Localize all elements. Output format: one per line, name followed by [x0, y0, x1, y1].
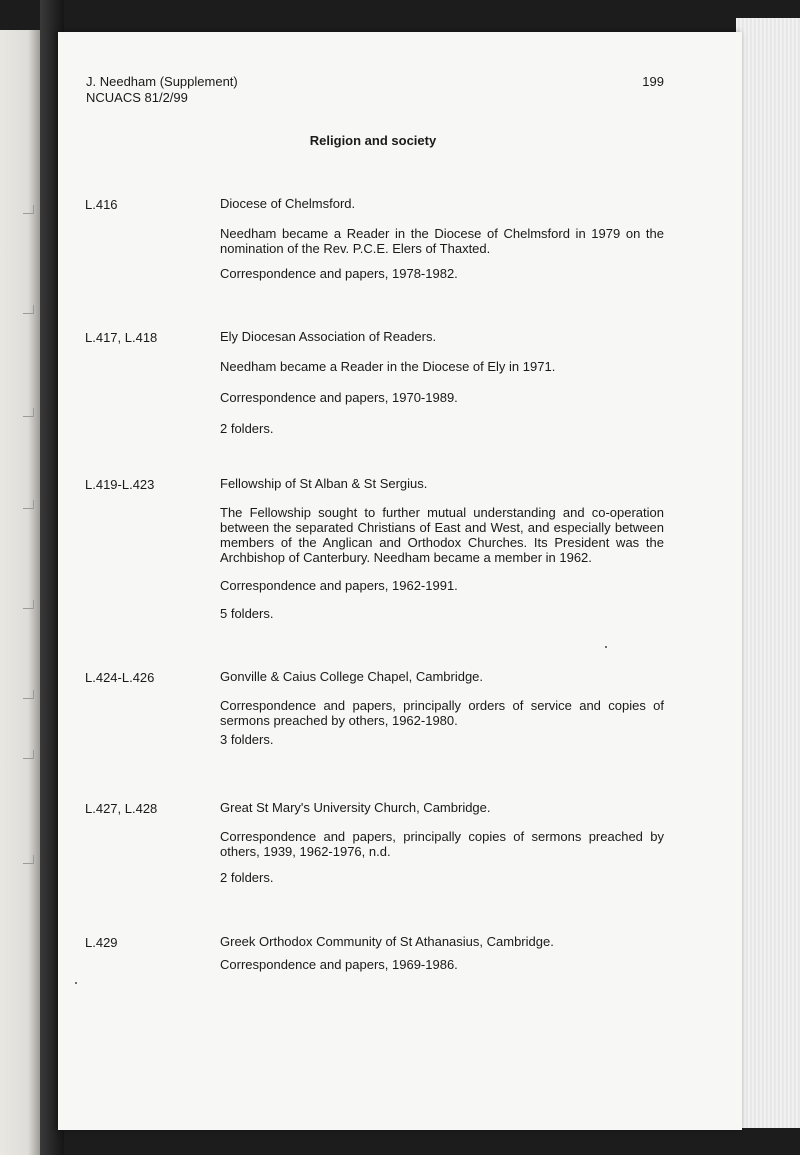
entry-title: Fellowship of St Alban & St Sergius. [220, 476, 428, 491]
entry-body [220, 476, 664, 621]
entry-body [220, 934, 664, 972]
running-header [86, 74, 238, 106]
entry-title: Ely Diocesan Association of Readers. [220, 329, 437, 344]
previous-page-mark [23, 690, 34, 699]
entry-folders: 3 folders. [220, 732, 274, 747]
previous-page-mark [23, 750, 34, 759]
entry-note: Correspondence and papers, 1970-1989. [220, 390, 458, 405]
previous-page-edge [0, 30, 40, 1155]
entry-folders: 5 folders. [220, 606, 274, 621]
entry-folders: 2 folders. [220, 421, 274, 436]
collection-title: J. Needham (Supplement) [86, 74, 238, 89]
entry-note: Correspondence and papers, 1978-1982. [220, 266, 458, 281]
entry-reference: L.416 [85, 197, 118, 212]
entry-description: Needham became a Reader in the Diocese of Chelmsford in 1979 on the nomination of the Rev. P.C.E. Elers of Thaxted. [220, 226, 664, 256]
entry-note: Correspondence and papers, 1962-1991. [220, 578, 458, 593]
entry-reference: L.427, L.428 [85, 801, 158, 816]
entry-body [220, 196, 664, 281]
entry-description: Correspondence and papers, principally copies of sermons preached by others, 1939, 1962-1976, n.d. [220, 829, 664, 859]
entry-folders: 2 folders. [220, 870, 274, 885]
entry-title: Greek Orthodox Community of St Athanasius, Cambridge. [220, 934, 554, 949]
catalogue-number: NCUACS 81/2/99 [86, 90, 188, 105]
scan-speck [75, 982, 77, 984]
entry-description: The Fellowship sought to further mutual understanding and co-operation between the separated Christians of East and West, and especially between members of the Anglican and Orthodox Churches. Its President was the Archbishop of Canterbury. Needham became a member in 1962. [220, 505, 664, 565]
entry-title: Gonville & Caius College Chapel, Cambridge. [220, 669, 484, 684]
previous-page-mark [23, 855, 34, 864]
previous-page-mark [23, 500, 34, 509]
entry-reference: L.419-L.423 [85, 477, 155, 492]
entry-title: Diocese of Chelmsford. [220, 196, 356, 211]
entry-note: Correspondence and papers, 1969-1986. [220, 957, 458, 972]
entry-body [220, 800, 664, 885]
scan-speck [605, 646, 607, 648]
entry-title: Great St Mary's University Church, Cambridge. [220, 800, 491, 815]
page-edges [736, 18, 800, 1128]
entry-body [220, 669, 664, 747]
entry-reference: L.424-L.426 [85, 670, 155, 685]
section-title: Religion and society [309, 133, 437, 148]
entry-body [220, 329, 664, 436]
entry-reference: L.417, L.418 [85, 330, 158, 345]
previous-page-mark [23, 408, 34, 417]
page-number: 199 [642, 74, 664, 89]
document-page [58, 32, 742, 1130]
previous-page-mark [23, 205, 34, 214]
previous-page-mark [23, 305, 34, 314]
entry-description: Needham became a Reader in the Diocese of Ely in 1971. [220, 359, 556, 374]
entry-description: Correspondence and papers, principally orders of service and copies of sermons preached by others, 1962-1980. [220, 698, 664, 728]
previous-page-mark [23, 600, 34, 609]
entry-reference: L.429 [85, 935, 118, 950]
